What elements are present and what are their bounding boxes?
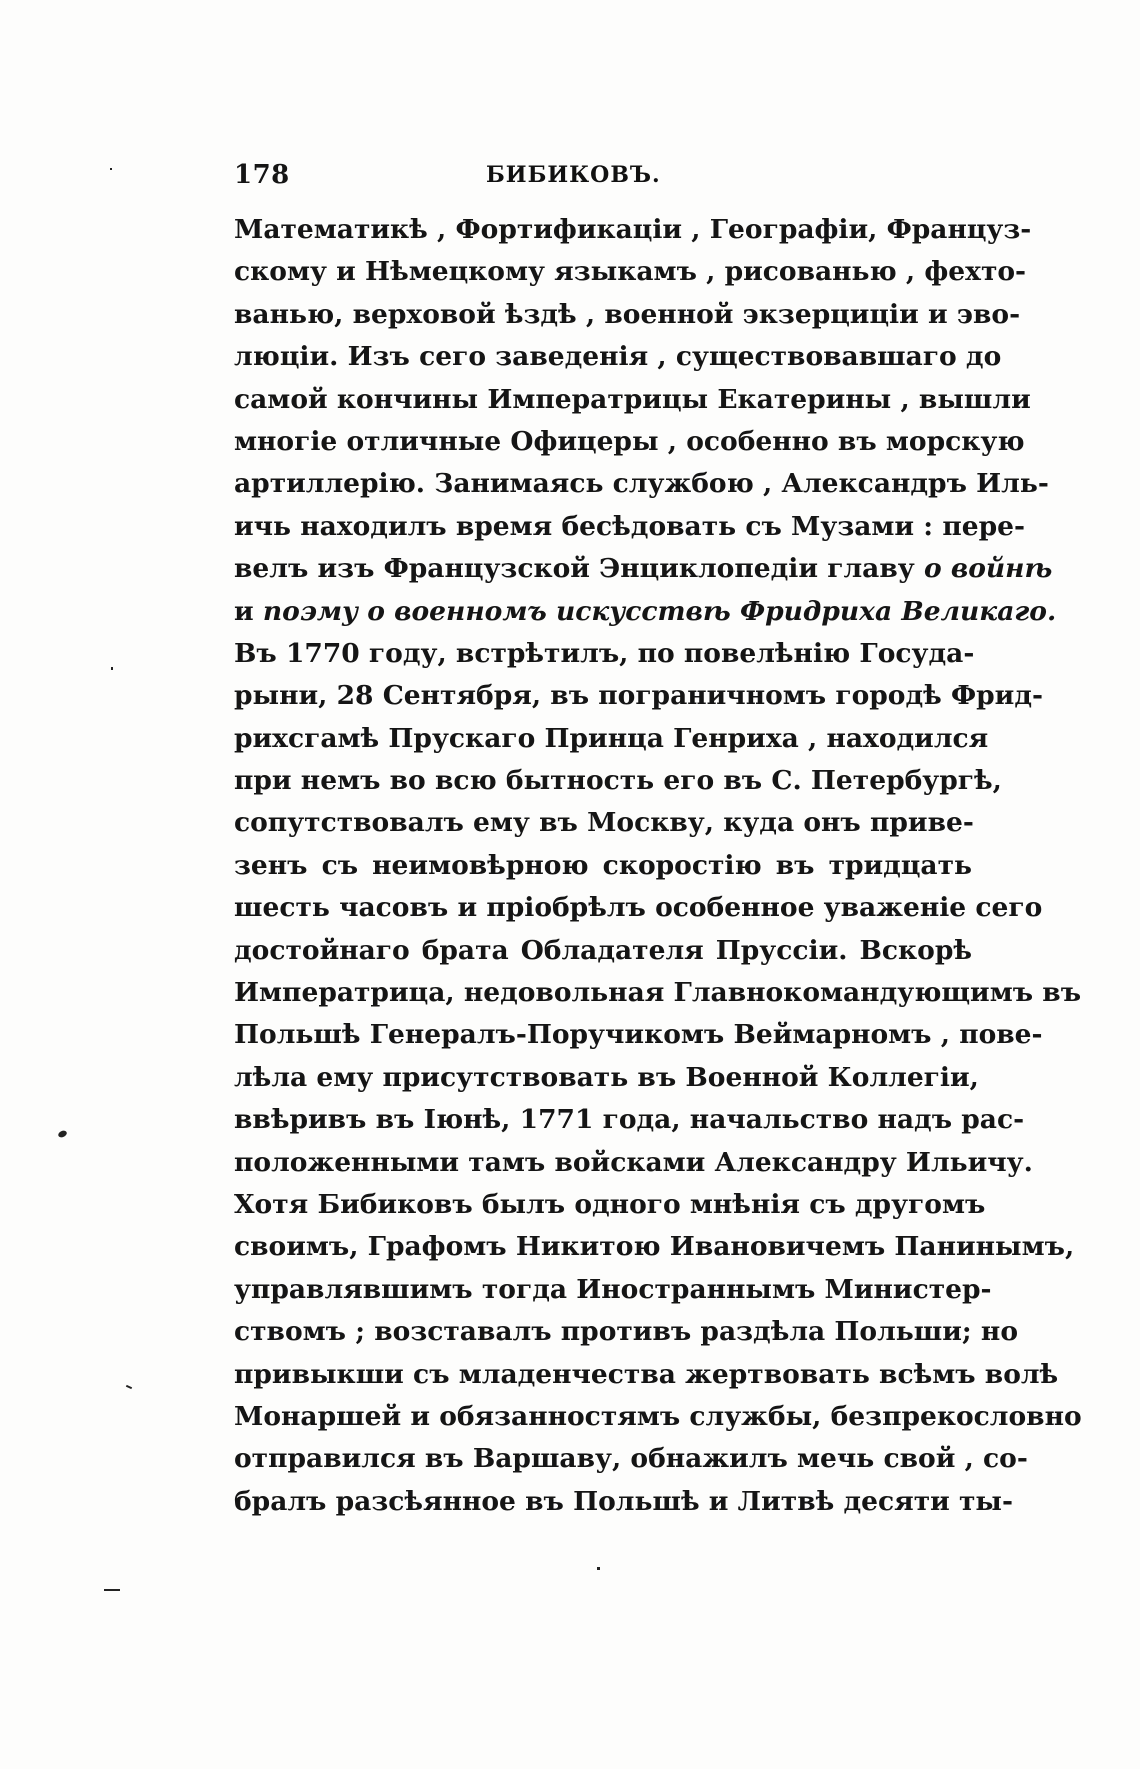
text-line-mixed: [234, 548, 1053, 590]
text-line: Математикѣ , Фортификаціи , Географіи, Француз-: [234, 214, 1032, 245]
page-header: [234, 160, 974, 200]
text-line: положенными тамъ войсками Александру Ильичу.: [234, 1146, 1033, 1178]
text-line-mixed: [234, 591, 1057, 633]
text-line: артиллерію. Занимаясь службою , Александръ Иль-: [234, 468, 1049, 500]
scan-speck: [110, 168, 112, 170]
text-line: рихсгамѣ Прускаго Принца Генриха , находился: [234, 722, 989, 754]
text-line: ичь находилъ время бесѣдовать съ Музами : пере-: [234, 510, 1025, 542]
text-line: зенъ съ неимовѣрною скоростію въ тридцать: [234, 849, 972, 881]
text-line: лѣла ему присутствовать въ Военной Коллегіи,: [234, 1061, 979, 1093]
scan-speck: [111, 667, 113, 670]
scan-speck: [104, 1589, 120, 1591]
text-line: рыни, 28 Сентября, въ пограничномъ городѣ Фрид-: [234, 680, 1043, 712]
italic-title-segment: поэму о военномъ искусствѣ Фридриха Великаго.: [262, 595, 1057, 627]
running-head: БИБИКОВЪ.: [486, 162, 661, 188]
text-line: многіе отличные Офицеры , особенно въ морскую: [234, 425, 1025, 457]
text-line: Въ 1770 году, встрѣтилъ, по повелѣнію Госуда-: [234, 637, 975, 669]
text-line: ввѣривъ въ Іюнѣ, 1771 года, начальство надъ рас-: [234, 1104, 1025, 1136]
text-line: ствомъ ; возставалъ противъ раздѣла Польши; но: [234, 1316, 1018, 1348]
scan-speck: [126, 1385, 132, 1389]
text-line: шесть часовъ и пріобрѣлъ особенное уваженіе сего: [234, 892, 1043, 924]
text-line: своимъ, Графомъ Никитою Ивановичемъ Панинымъ,: [234, 1231, 1075, 1263]
text-line: ванью, верховой ѣздѣ , военной экзерциціи и эво-: [234, 298, 1021, 330]
text-line: самой кончины Императрицы Екатерины , вышли: [234, 383, 1031, 415]
text-line: управлявшимъ тогда Иностраннымъ Министер-: [234, 1273, 992, 1305]
text-segment: и: [234, 595, 254, 627]
text-segment: велъ изъ Французской Энциклопедіи главу: [234, 553, 915, 585]
text-line: Монаршей и обязанностямъ службы, безпрекословно: [234, 1400, 1082, 1432]
scan-speck: [597, 1567, 600, 1570]
text-line: Императрица, недовольная Главнокомандующимъ въ: [234, 977, 1082, 1009]
text-line: при немъ во всю бытность его въ С. Петербургѣ,: [234, 765, 1002, 797]
text-line: привыкши съ младенчества жертвовать всѣмъ волѣ: [234, 1358, 1059, 1390]
body-text: [234, 209, 1082, 1523]
text-line: достойнаго брата Обладателя Пруссіи. Вскорѣ: [234, 934, 972, 966]
text-line: люціи. Изъ сего заведенія , существовавшаго до: [234, 341, 1002, 373]
text-line: Хотя Бибиковъ былъ одного мнѣнія съ другомъ: [234, 1188, 986, 1220]
text-line: бралъ разсѣянное въ Польшѣ и Литвѣ десяти ты-: [234, 1485, 1013, 1517]
page-number: 178: [234, 160, 290, 190]
text-line: отправился въ Варшаву, обнажилъ мечь свой , со-: [234, 1443, 1028, 1475]
text-line: скому и Нѣмецкому языкамъ , рисованью , фехто-: [234, 256, 1027, 288]
scan-speck: [57, 1129, 68, 1138]
italic-title-segment: о войнѣ: [923, 553, 1053, 585]
text-line: Польшѣ Генералъ-Поручикомъ Веймарномъ , пове-: [234, 1019, 1043, 1051]
text-line: сопутствовалъ ему въ Москву, куда онъ приве-: [234, 807, 974, 839]
